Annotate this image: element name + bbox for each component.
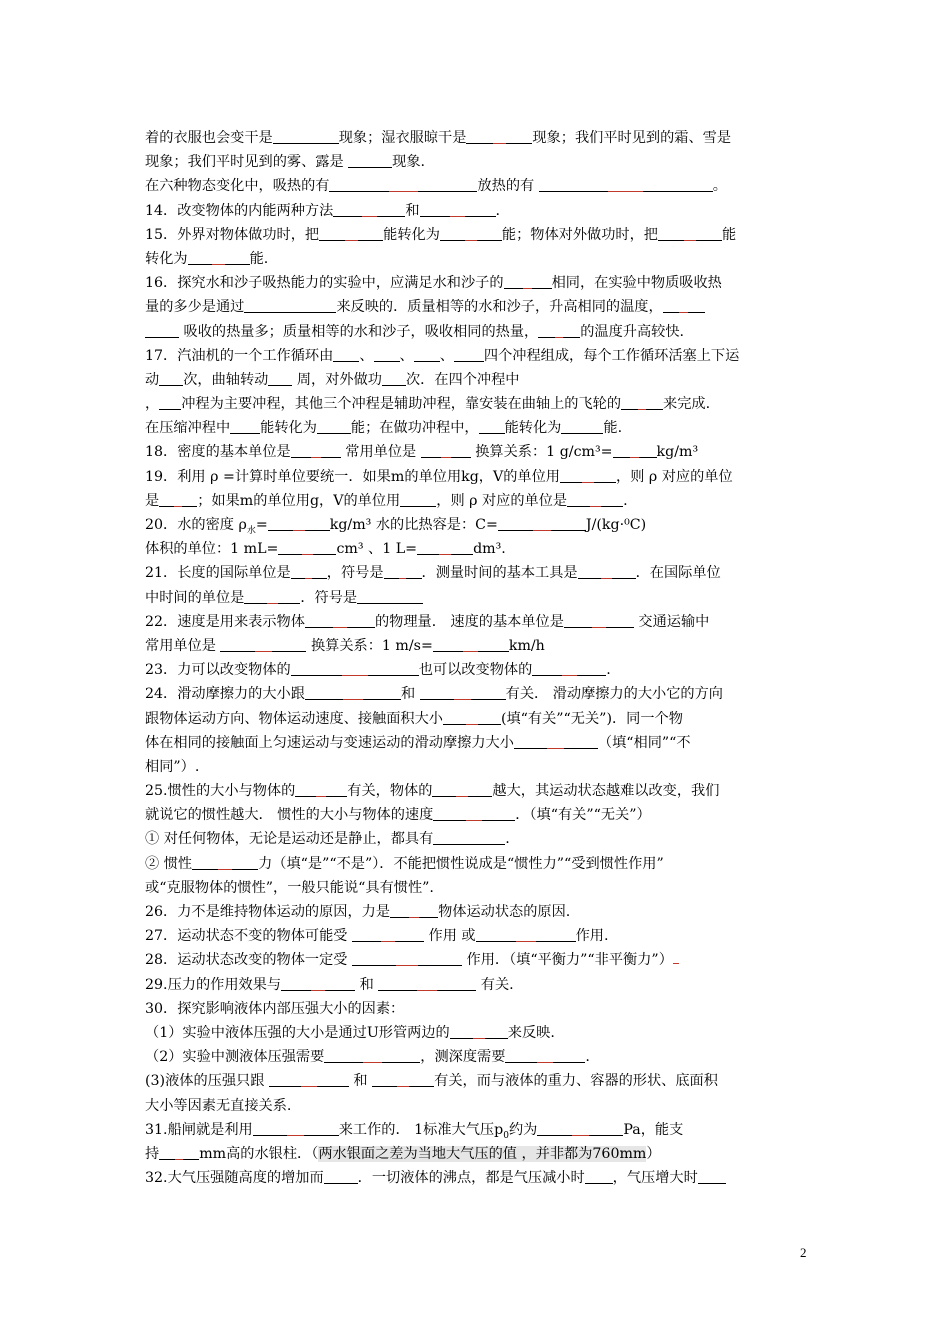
fill-blank[interactable] — [333, 201, 405, 217]
subscript-water: 水 — [246, 525, 256, 536]
text: 转化为 — [145, 250, 188, 267]
text: 作用. — [575, 928, 609, 945]
fill-blank[interactable] — [433, 636, 509, 652]
line-35 — [145, 948, 817, 972]
text: （2）实验中测液体压强需要 — [145, 1049, 325, 1066]
fill-blank[interactable] — [329, 176, 477, 192]
text: 有关，而与液体的重力、容器的形状、底面积 — [434, 1073, 718, 1090]
text: 14．改变物体的内能两种方法 — [145, 202, 334, 219]
text: 能转化为 — [260, 420, 317, 437]
text: 或“克服物体的惯性”，一般只能说“具有惯性”. — [145, 879, 434, 896]
text: 21．长度的国际单位是 — [145, 565, 291, 582]
text: 来工作的． 1标准大气压p — [338, 1121, 504, 1138]
fill-blank[interactable] — [145, 322, 179, 338]
line-43 — [145, 1142, 817, 1166]
text: 体在相同的接触面上匀速运动与变速运动的滑动摩擦力大小 — [145, 734, 514, 751]
line-29 — [145, 803, 817, 827]
fill-blank[interactable] — [498, 515, 586, 531]
line-14 — [145, 440, 817, 464]
text: 持 — [145, 1145, 160, 1162]
fill-blank[interactable] — [561, 418, 603, 434]
text: ；如果m的单位用g，V的单位用 — [197, 492, 401, 509]
text: 换算关系：1 g/cm³= — [470, 444, 613, 461]
text: 量的多少是通过 — [145, 299, 245, 316]
text: 能转化为 — [383, 226, 440, 243]
text: 31.船闸就是利用 — [145, 1121, 253, 1138]
fill-blank[interactable] — [585, 1168, 613, 1184]
text: 常用单位是 — [145, 637, 221, 654]
text: 能 — [721, 226, 737, 243]
text: 和 — [348, 1073, 373, 1090]
document-body — [145, 126, 817, 1190]
fill-blank[interactable] — [382, 370, 406, 386]
text: 来反映. — [507, 1024, 555, 1041]
text: (填“有关”“无关”)．同一个物 — [500, 710, 683, 727]
text: （1）实验中液体压强的大小是通过U形管两边的 — [145, 1024, 450, 1041]
fill-blank[interactable] — [532, 660, 606, 676]
fill-blank[interactable] — [420, 201, 496, 217]
text: ， — [145, 396, 160, 413]
text: J/(kg·⁰C) — [585, 517, 647, 533]
fill-blank[interactable] — [230, 418, 260, 434]
fill-blank[interactable] — [268, 515, 330, 531]
text: 能. — [603, 420, 623, 437]
text: 32.大气压强随高度的增加而 — [145, 1170, 324, 1187]
fill-blank[interactable] — [269, 1071, 349, 1087]
red-mark — [673, 951, 679, 964]
line-40 — [145, 1069, 817, 1093]
text: 现象；湿衣服晾干是 — [338, 130, 467, 146]
text: 能；在做功冲程中， — [350, 420, 479, 437]
text: 20．水的密度 ρ — [145, 517, 247, 533]
fill-blank[interactable] — [348, 152, 392, 168]
line-36 — [145, 973, 817, 997]
fill-blank[interactable] — [159, 394, 181, 410]
fill-blank[interactable] — [192, 854, 258, 870]
fill-blank[interactable] — [658, 225, 722, 241]
text: ） — [646, 1145, 661, 1162]
fill-blank[interactable] — [578, 563, 636, 579]
line-44 — [145, 1166, 817, 1190]
text: 约为 — [508, 1121, 538, 1138]
text: 常用单位是 — [340, 444, 421, 461]
page-number: 2 — [800, 1245, 807, 1260]
text: ．在国际单位 — [635, 565, 721, 582]
text: 来反映的．质量相等的水和沙子，升高相同的温度， — [336, 299, 663, 316]
line-27 — [145, 755, 817, 779]
highlighted-note: 两水银面之差为当地大气压的值 ，并非都为760mm — [318, 1145, 647, 1162]
line-21 — [145, 610, 817, 634]
fill-blank[interactable] — [324, 1168, 358, 1184]
fill-blank[interactable] — [621, 394, 663, 410]
fill-blank[interactable] — [698, 1168, 726, 1184]
fill-blank[interactable] — [281, 975, 355, 991]
text: 23．力可以改变物体的 — [145, 662, 291, 679]
fill-blank[interactable] — [159, 491, 197, 507]
fill-blank[interactable] — [278, 539, 336, 555]
text: 作用 或 — [424, 928, 476, 945]
fill-blank[interactable] — [421, 442, 471, 458]
text: 也可以改变物体的 — [418, 662, 533, 679]
text: . — [495, 202, 501, 219]
fill-blank[interactable] — [305, 612, 375, 628]
line-37 — [145, 997, 817, 1021]
text: 物体运动状态的原因. — [438, 904, 571, 920]
line-33 — [145, 900, 817, 924]
text: 放热的有 — [477, 178, 539, 195]
text: 18．密度的基本单位是 — [145, 444, 291, 461]
line-9 — [145, 320, 817, 344]
fill-blank[interactable] — [417, 539, 473, 555]
text: 、 — [439, 347, 454, 364]
text: 27．运动状态不变的物体可能受 — [145, 928, 353, 945]
text: 四个冲程组成，每个工作循环活塞上下运 — [483, 347, 740, 364]
line-13 — [145, 416, 817, 440]
fill-blank[interactable] — [440, 225, 502, 241]
fill-blank[interactable] — [159, 370, 183, 386]
line-41 — [145, 1094, 817, 1118]
fill-blank[interactable] — [268, 370, 292, 386]
text: ，气压增大时 — [612, 1170, 698, 1187]
fill-blank[interactable] — [479, 418, 505, 434]
fill-blank[interactable] — [188, 249, 250, 265]
fill-blank[interactable] — [244, 297, 336, 313]
fill-blank[interactable] — [504, 273, 552, 289]
text: ，符号是 — [326, 565, 384, 582]
text: dm³. — [473, 541, 506, 558]
text: . — [505, 831, 510, 848]
line-24 — [145, 682, 817, 706]
text: 和 — [400, 686, 420, 703]
text: 现象. — [392, 154, 426, 171]
fill-blank[interactable] — [244, 588, 300, 604]
text: 次．在四个冲程中 — [405, 371, 520, 388]
line-6 — [145, 247, 817, 271]
text: 能转化为 — [504, 420, 562, 437]
text: 中时间的单位是 — [145, 589, 245, 606]
fill-blank[interactable] — [432, 781, 492, 797]
line-26 — [145, 731, 817, 755]
line-11 — [145, 368, 817, 392]
fill-blank[interactable] — [352, 950, 462, 966]
fill-blank[interactable] — [305, 684, 401, 700]
fill-blank[interactable] — [291, 563, 327, 579]
fill-blank[interactable] — [450, 1023, 508, 1039]
subscript-zero: 0 — [503, 1130, 509, 1141]
fill-blank[interactable] — [220, 636, 306, 652]
text: 有关，物体的 — [347, 783, 433, 800]
fill-blank[interactable] — [537, 1120, 623, 1136]
text: 15．外界对物体做功时，把 — [145, 226, 320, 243]
line-2 — [145, 150, 817, 174]
line-20 — [145, 586, 817, 610]
text: 体积的单位：1 mL= — [145, 541, 279, 558]
text: 28．运动状态改变的物体一定受 — [145, 952, 353, 969]
text: 的物理量． 速度的基本单位是 — [374, 613, 564, 630]
line-19 — [145, 561, 817, 585]
line-8 — [145, 295, 817, 319]
text: 交通运输中 — [633, 613, 710, 630]
text: ．一切液体的沸点，都是气压减小时 — [357, 1170, 585, 1187]
text: ，测深度需要 — [420, 1049, 506, 1066]
text: ．符号是 — [300, 589, 358, 606]
fill-blank[interactable] — [538, 322, 580, 338]
line-15 — [145, 465, 817, 489]
text: kg/m³ 水的比热容是：C= — [329, 517, 498, 533]
fill-blank[interactable] — [400, 491, 436, 507]
fill-blank[interactable] — [476, 926, 576, 942]
fill-blank[interactable] — [443, 709, 501, 725]
text: ，则 ρ 对应的单位 — [616, 468, 733, 485]
text: ② 惯性 — [145, 855, 193, 872]
text: cm³ 、1 L= — [336, 541, 418, 558]
text: 有关. — [476, 976, 514, 993]
text: ① 对任何物体，无论是运动还是静止，都具有 — [145, 831, 434, 848]
fill-blank[interactable] — [514, 733, 598, 749]
text: (3)液体的压强只跟 — [145, 1073, 269, 1090]
line-5 — [145, 223, 817, 247]
text: 24．滑动摩擦力的大小跟 — [145, 686, 305, 703]
text: 17．汽油机的一个工作循环由 — [145, 347, 334, 364]
text: 、 — [399, 347, 414, 364]
line-12 — [145, 392, 817, 416]
line-34 — [145, 924, 817, 948]
line-32 — [145, 876, 817, 900]
text: 、 — [359, 347, 374, 364]
line-18 — [145, 537, 817, 561]
line-42 — [145, 1118, 817, 1142]
text: 吸收的热量多；质量相等的水和沙子，吸收相同的热量， — [179, 323, 539, 340]
text: 现象；我们平时见到的雾、露是 — [145, 154, 349, 171]
text: 相同”）. — [145, 758, 200, 775]
text: 有关． 滑动摩擦力的大小它的方向 — [505, 686, 723, 703]
line-17 — [145, 513, 817, 537]
text: 在六种物态变化中，吸热的有 — [145, 178, 330, 195]
line-4 — [145, 199, 817, 223]
text: 跟物体运动方向、物体运动速度、接触面积大小 — [145, 710, 443, 727]
text: ．测量时间的基本工具是 — [421, 565, 578, 582]
line-25 — [145, 707, 817, 731]
text: 来完成. — [663, 396, 711, 413]
text: . — [623, 492, 628, 509]
fill-blank[interactable] — [420, 684, 506, 700]
text: 25.惯性的大小与物体的 — [145, 783, 296, 800]
line-3 — [145, 174, 817, 198]
text: 和 — [405, 202, 420, 219]
text: 着的衣服也会变干是 — [145, 130, 273, 146]
line-39 — [145, 1045, 817, 1069]
text: 现象；我们平时见到的霜、雪是 — [532, 130, 732, 146]
fill-blank[interactable] — [291, 442, 341, 458]
fill-blank[interactable] — [454, 346, 484, 362]
fill-blank[interactable] — [352, 926, 424, 942]
line-1 — [145, 126, 817, 150]
fill-blank[interactable] — [564, 612, 634, 628]
line-38 — [145, 1021, 817, 1045]
text: = — [255, 517, 268, 533]
fill-blank[interactable] — [560, 467, 616, 483]
text: 力（填“是”“不是”）．不能把惯性说成是“惯性力”“受到惯性作用” — [258, 855, 664, 872]
fill-blank[interactable] — [333, 346, 359, 362]
text: 能. — [249, 250, 269, 267]
fill-blank[interactable] — [357, 588, 423, 604]
text: . — [606, 662, 611, 679]
line-10 — [145, 344, 817, 368]
text: 30．探究影响液体内部压强大小的因素： — [145, 1000, 405, 1017]
fill-blank[interactable] — [663, 297, 705, 313]
text: 在压缩冲程中 — [145, 420, 231, 437]
text: 是 — [145, 492, 160, 509]
fill-blank[interactable] — [291, 660, 419, 676]
line-23 — [145, 658, 817, 682]
fill-blank[interactable] — [159, 1144, 199, 1160]
text: Pa，能支 — [623, 1121, 684, 1138]
text: 次，曲轴转动 — [183, 371, 269, 388]
text: 19．利用 ρ =计算时单位要统一．如果m的单位用kg，V的单位用 — [145, 468, 560, 485]
fill-blank[interactable] — [414, 346, 440, 362]
text: 换算关系：1 m/s= — [306, 637, 433, 654]
fill-blank[interactable] — [295, 781, 347, 797]
fill-blank[interactable] — [273, 128, 339, 144]
text: 周，对外做功 — [292, 371, 382, 388]
line-7 — [145, 271, 817, 295]
fill-blank[interactable] — [319, 225, 383, 241]
fill-blank[interactable] — [433, 805, 515, 821]
text: 大小等因素无直接关系. — [145, 1097, 292, 1114]
text: 动 — [145, 371, 160, 388]
fill-blank[interactable] — [433, 829, 505, 845]
fill-blank[interactable] — [317, 418, 351, 434]
line-16 — [145, 489, 817, 513]
fill-blank[interactable] — [378, 975, 476, 991]
text: 越大，其运动状态越难以改变，我们 — [492, 783, 720, 800]
text: 作用．（填“平衡力”“非平衡力”） — [462, 952, 673, 969]
text: ．（填“有关”“无关”） — [515, 807, 651, 824]
line-22 — [145, 634, 817, 658]
text: ，则 ρ 对应的单位是 — [436, 492, 568, 509]
fill-blank[interactable] — [613, 442, 657, 458]
fill-blank[interactable] — [253, 1120, 339, 1136]
text: 26．力不是维持物体运动的原因，力是 — [145, 904, 391, 920]
text: 和 — [355, 976, 379, 993]
text: （填“相同”“不 — [597, 734, 691, 751]
fill-blank[interactable] — [374, 346, 400, 362]
line-31 — [145, 852, 817, 876]
text: 能；物体对外做功时，把 — [501, 226, 658, 243]
fill-blank[interactable] — [390, 902, 438, 918]
fill-blank[interactable] — [466, 128, 532, 144]
text: 冲程为主要冲程，其他三个冲程是辅助冲程，靠安装在曲轴上的飞轮的 — [181, 396, 622, 413]
fill-blank[interactable] — [505, 1047, 585, 1063]
text: kg/m³ — [656, 444, 699, 461]
text: 16．探究水和沙子吸热能力的实验中，应满足水和沙子的 — [145, 275, 504, 292]
text: mm高的水银柱．（ — [199, 1145, 319, 1162]
line-30 — [145, 827, 817, 851]
text: . — [585, 1049, 590, 1066]
text: 。 — [712, 178, 727, 195]
fill-blank[interactable] — [372, 1071, 434, 1087]
fill-blank[interactable] — [539, 176, 713, 192]
fill-blank[interactable] — [324, 1047, 420, 1063]
text: 29.压力的作用效果与 — [145, 976, 282, 993]
text: 相同，在实验中物质吸收热 — [551, 275, 722, 292]
fill-blank[interactable] — [567, 491, 623, 507]
text: 的温度升高较快. — [580, 323, 685, 340]
fill-blank[interactable] — [384, 563, 422, 579]
text: 就说它的惯性越大． 惯性的大小与物体的速度 — [145, 807, 434, 824]
text: 22．速度是用来表示物体 — [145, 613, 305, 630]
line-28 — [145, 779, 817, 803]
text: km/h — [508, 637, 545, 654]
